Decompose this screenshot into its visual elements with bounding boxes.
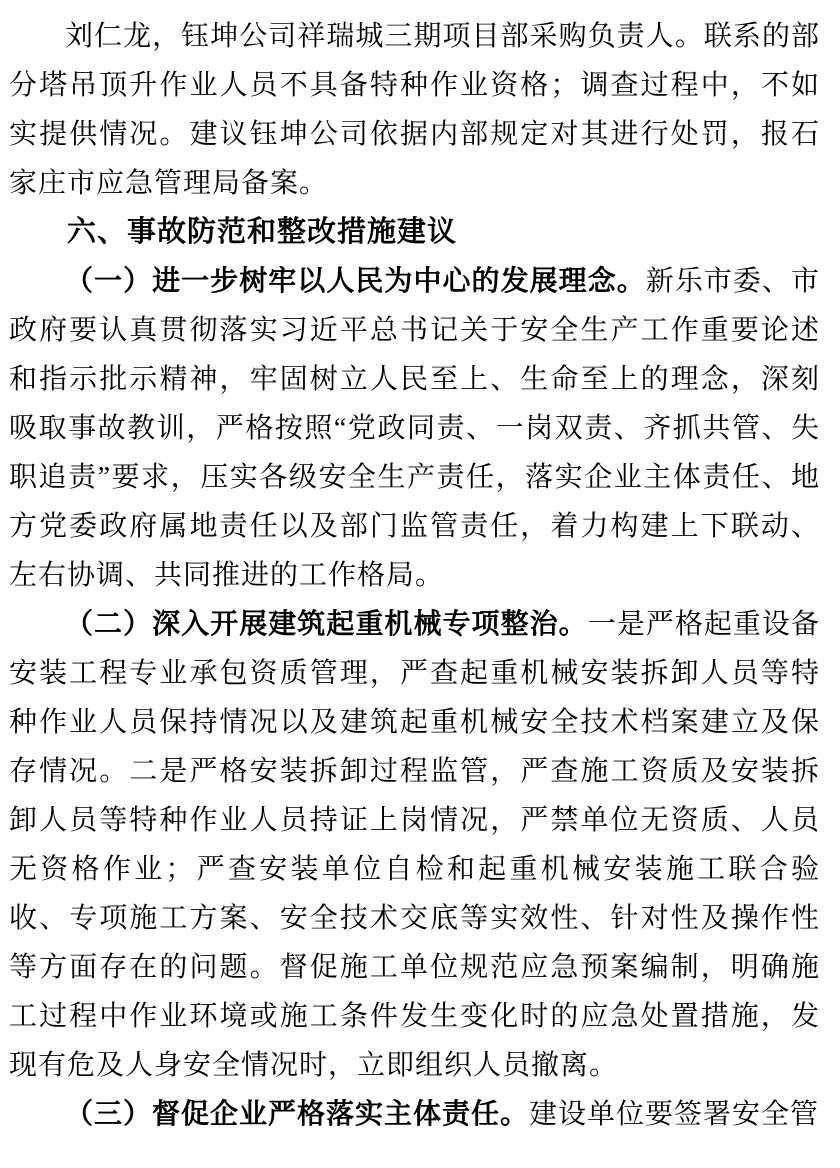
paragraph-item-1	[9, 257, 820, 600]
item-3-text: 建设单位要签署安全管	[529, 1099, 820, 1130]
item-2-lead: （二）深入开展建筑起重机械专项整治。	[65, 609, 588, 640]
item-1-lead: （一）进一步树牢以人民为中心的发展理念。	[65, 266, 646, 297]
item-1-text: 新乐市委、市政府要认真贯彻落实习近平总书记关于安全生产工作重要论述和指示批示精神，牢固树立人民至上、生命至上的理念，深刻吸取事故教训，严格按照“党政同责、一岗双责、齐抓共管、失职追责”要求，压实各级安全生产责任，落实企业主体责任、地方党委政府属地责任以及部门监管责任，着力构建上下联动、左右协调、共同推进的工作格局。	[9, 266, 820, 591]
section-heading-six: 六、事故防范和整改措施建议	[67, 216, 458, 248]
paragraph-liu-renlong: 刘仁龙，钰坤公司祥瑞城三期项目部采购负责人。联系的部分塔吊顶升作业人员不具备特种作业资格；调查过程中，不如实提供情况。建议钰坤公司依据内部规定对其进行处罚，报石家庄市应急管理局备案。	[9, 21, 820, 199]
item-2-text: 一是严格起重设备安装工程专业承包资质管理，严查起重机械安装拆卸人员等特种作业人员保持情况以及建筑起重机械安全技术档案建立及保存情况。二是严格安装拆卸过程监管，严查施工资质及安装拆卸人员等特种作业人员持证上岗情况，严禁单位无资质、人员无资格作业；严查安装单位自检和起重机械安装施工联合验收、专项施工方案、安全技术交底等实效性、针对性及操作性等方面存在的问题。督促施工单位规范应急预案编制，明确施工过程中作业环境或施工条件发生变化时的应急处置措施，发现有危及人身安全情况时，立即组织人员撤离。	[9, 609, 820, 1081]
item-3-lead: （三）督促企业严格落实主体责任。	[65, 1099, 530, 1130]
paragraph-item-3	[9, 1090, 820, 1139]
paragraph-item-2	[9, 600, 820, 1090]
